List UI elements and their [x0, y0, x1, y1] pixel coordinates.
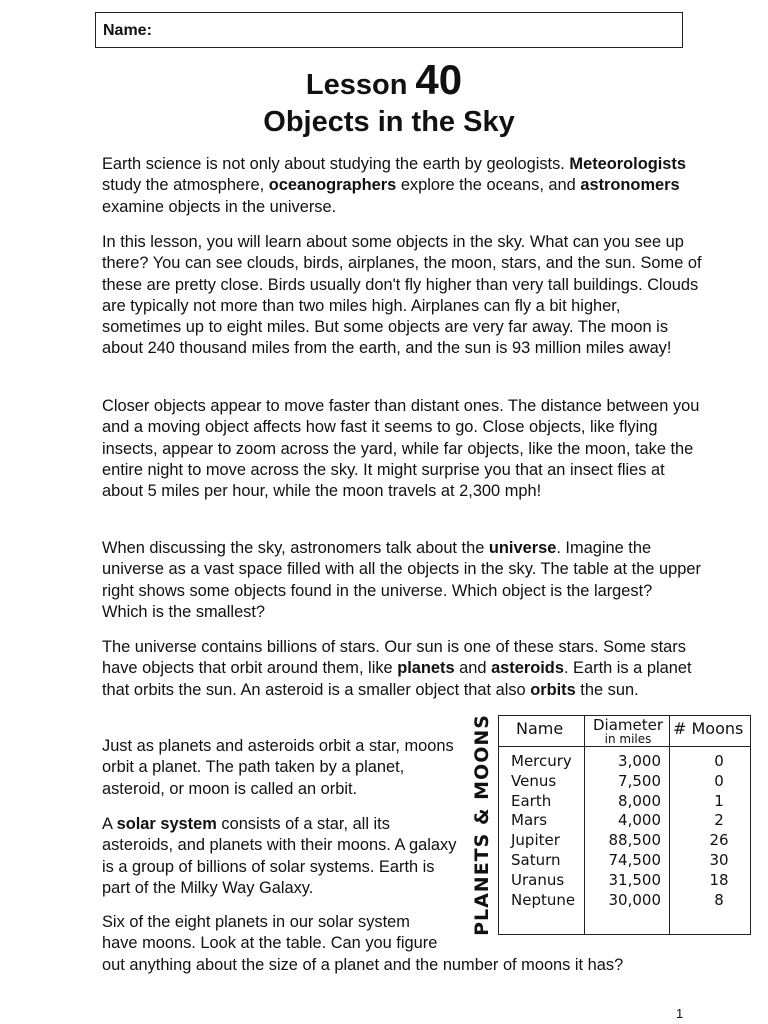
- paragraph-intro: Earth science is not only about studying the earth by geologists. Meteorologists study the atmosphere, oceanographers explore the oceans, and astronomers examine objects in the universe.: [102, 155, 686, 216]
- table-row: [499, 792, 750, 812]
- planet-name: Venus: [511, 771, 557, 790]
- table-row: [499, 851, 750, 871]
- table-row: [499, 891, 750, 911]
- planet-diameter: 8,000: [618, 791, 661, 810]
- table-row: [499, 752, 750, 772]
- planet-diameter: 31,500: [608, 870, 661, 889]
- planet-moons: 30: [709, 851, 729, 869]
- header-name: Name: [516, 719, 564, 738]
- planet-name: Neptune: [511, 890, 576, 909]
- planet-name: Mercury: [511, 752, 572, 770]
- page-number: 1: [676, 1006, 684, 1021]
- planet-moons: 0: [714, 752, 724, 770]
- planet-moons: 0: [714, 771, 724, 790]
- lesson-word: Lesson: [305, 69, 408, 101]
- table-row: [499, 871, 750, 891]
- table-row: [499, 811, 750, 831]
- planet-name: Jupiter: [511, 831, 560, 850]
- question-line-3: out anything about the size of a planet and the number of moons it has?: [102, 955, 624, 974]
- planet-name: Saturn: [511, 851, 561, 869]
- paragraph-moons: Just as planets and asteroids orbit a star, moons orbit a planet. The path taken by a planet, asteroid, or moon is called an orbit.: [102, 737, 454, 798]
- name-label: Name:: [103, 22, 152, 39]
- planet-diameter: 3,000: [618, 752, 661, 770]
- header-diameter: Diameter in miles: [592, 716, 664, 746]
- planet-diameter: 7,500: [618, 771, 661, 790]
- planets-table: [498, 715, 751, 935]
- planet-moons: 26: [709, 831, 729, 850]
- question-line-2: have moons. Look at the table. Can you figure: [102, 934, 438, 953]
- planet-moons: 2: [714, 811, 724, 830]
- header-moons: # Moons: [673, 719, 744, 738]
- paragraph-solar-system: A solar system consists of a star, all its asteroids, and planets with their moons. A galaxy is a group of billions of solar systems. Earth is part of the Milky Way Galaxy.: [102, 815, 457, 897]
- planet-diameter: 88,500: [608, 831, 661, 850]
- planet-moons: 18: [709, 870, 729, 889]
- planet-name: Earth: [511, 791, 552, 810]
- lesson-number: 40: [415, 56, 463, 103]
- table-side-title: PLANETS & MOONS: [471, 714, 493, 936]
- planets-moons-figure: [470, 715, 755, 937]
- lesson-heading: [0, 56, 768, 104]
- planet-moons: 8: [714, 890, 724, 909]
- paragraph-stars: The universe contains billions of stars. Our sun is one of these stars. Some stars have objects that orbit around them, like planets and asteroids. Earth is a planet that orbits the sun. An asteroid is a smaller object that also orbits the sun.: [102, 638, 692, 699]
- name-field-box: [95, 12, 683, 48]
- paragraph-sky-objects: In this lesson, you will learn about some objects in the sky. What can you see up there? You can see clouds, birds, airplanes, the moon, stars, and the sun. Some of these are pretty close. Birds usually don't fly higher than very tall buildings. Clouds are typically not more than two miles high. Airplanes can fly a bit higher, sometimes up to eight miles. But some objects are very far away. The moon is about 240 thousand miles from the earth, and the sun is 93 million miles away!: [102, 233, 702, 358]
- planet-diameter: 4,000: [618, 811, 661, 830]
- planet-diameter: 30,000: [608, 890, 661, 909]
- question-line-1: Six of the eight planets in our solar system: [102, 913, 410, 931]
- paragraph-universe: When discussing the sky, astronomers talk about the universe. Imagine the universe as a vast space filled with all the objects in the sky. The table at the upper right shows some objects found in the universe. Which object is the largest? Which is the smallest?: [102, 539, 701, 621]
- table-row: [499, 831, 750, 851]
- page-title: Objects in the Sky: [263, 106, 515, 138]
- table-row: [499, 772, 750, 792]
- planet-name: Mars: [511, 811, 548, 830]
- paragraph-apparent-motion: Closer objects appear to move faster than distant ones. The distance between you and a moving object affects how fast it seems to go. Close objects, like flying insects, appear to zoom across the yard, while far objects, like the moon, take the entire night to move across the sky. It might surprise you that an insect flies at about 5 miles per hour, while the moon travels at 2,300 mph!: [102, 397, 700, 501]
- planet-diameter: 74,500: [608, 851, 661, 869]
- planet-name: Uranus: [511, 870, 565, 889]
- planet-moons: 1: [714, 791, 724, 810]
